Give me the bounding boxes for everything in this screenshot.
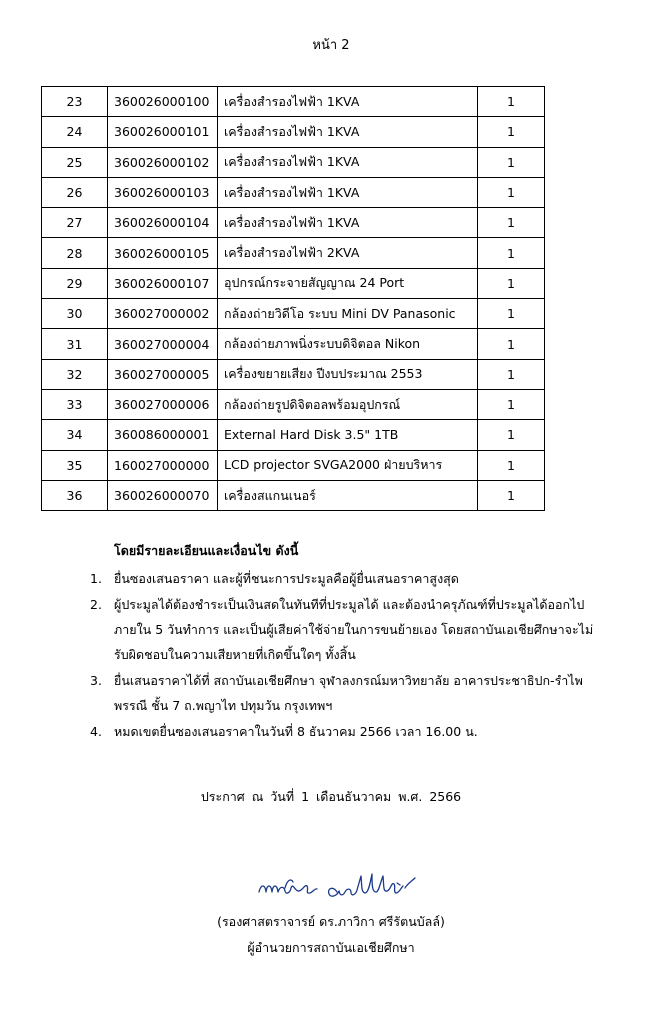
table-row (42, 420, 545, 450)
item-quantity: 1 (478, 480, 545, 510)
item-number: 32 (42, 359, 108, 389)
table-row (42, 147, 545, 177)
condition-text: พรรณี ชั้น 7 ถ.พญาไท ปทุมวัน กรุงเทพฯ (114, 698, 333, 713)
item-description: เครื่องสำรองไฟฟ้า 1KVA (218, 147, 478, 177)
page-number: หน้า 2 (312, 38, 350, 53)
item-number: 34 (42, 420, 108, 450)
item-number: 26 (42, 177, 108, 207)
asset-code: 360027000006 (108, 389, 218, 419)
conditions-section (90, 541, 650, 748)
table-row (42, 177, 545, 207)
condition-number: 4. (90, 724, 102, 739)
table-row (42, 87, 545, 117)
item-quantity: 1 (478, 147, 545, 177)
item-description: เครื่องสำรองไฟฟ้า 1KVA (218, 208, 478, 238)
signer-title: ผู้อำนวยการสถาบันเอเชียศึกษา (247, 940, 415, 955)
announcement-date: ประกาศ ณ วันที่ 1 เดือนธันวาคม พ.ศ. 2566 (200, 789, 462, 804)
item-number: 27 (42, 208, 108, 238)
item-number: 25 (42, 147, 108, 177)
asset-code: 360026000107 (108, 268, 218, 298)
asset-code: 360026000105 (108, 238, 218, 268)
item-description: กล้องถ่ายภาพนิ่งระบบดิจิตอล Nikon (218, 329, 478, 359)
item-quantity: 1 (478, 299, 545, 329)
item-description: เครื่องขยายเสียง ปีงบประมาณ 2553 (218, 359, 478, 389)
table-row (42, 329, 545, 359)
signature-image (255, 866, 465, 912)
asset-code: 360027000004 (108, 329, 218, 359)
conditions-list (90, 569, 650, 742)
condition-text: ภายใน 5 วันทำการ และเป็นผู้เสียค่าใช้จ่ายในการขนย้ายเอง โดยสถาบันเอเชียศึกษาจะไม่ (114, 622, 594, 637)
table-row (42, 389, 545, 419)
item-number: 36 (42, 480, 108, 510)
item-number: 28 (42, 238, 108, 268)
item-description: เครื่องสำรองไฟฟ้า 2KVA (218, 238, 478, 268)
table-row (42, 480, 545, 510)
condition-item (90, 595, 650, 665)
asset-table (41, 86, 545, 511)
asset-code: 360086000001 (108, 420, 218, 450)
item-description: เครื่องสำรองไฟฟ้า 1KVA (218, 87, 478, 117)
table-row (42, 268, 545, 298)
table-row (42, 117, 545, 147)
condition-number: 1. (90, 571, 102, 586)
condition-item (90, 569, 650, 589)
condition-text: ยื่นซองเสนอราคา และผู้ที่ชนะการประมูลคือผู้ยื่นเสนอราคาสูงสุด (114, 571, 459, 586)
condition-text: ผู้ประมูลได้ต้องชำระเป็นเงินสดในทันทีที่ประมูลได้ และต้องนำครุภัณฑ์ที่ประมูลได้ออกไป (114, 597, 585, 612)
item-quantity: 1 (478, 359, 545, 389)
item-quantity: 1 (478, 389, 545, 419)
asset-code: 360026000101 (108, 117, 218, 147)
table-row (42, 359, 545, 389)
item-description: เครื่องสำรองไฟฟ้า 1KVA (218, 117, 478, 147)
condition-text: รับผิดชอบในความเสียหายที่เกิดขึ้นใดๆ ทั้งสิ้น (114, 647, 356, 662)
asset-code: 360026000103 (108, 177, 218, 207)
conditions-title: โดยมีรายละเอียนและเงื่อนไข ดังนี้ (114, 543, 299, 558)
item-number: 35 (42, 450, 108, 480)
item-description: External Hard Disk 3.5" 1TB (218, 420, 478, 450)
item-description: กล้องถ่ายรูปดิจิตอลพร้อมอุปกรณ์ (218, 389, 478, 419)
item-quantity: 1 (478, 268, 545, 298)
condition-item (90, 722, 650, 742)
item-quantity: 1 (478, 420, 545, 450)
item-quantity: 1 (478, 117, 545, 147)
item-number: 30 (42, 299, 108, 329)
item-number: 24 (42, 117, 108, 147)
asset-code: 360027000002 (108, 299, 218, 329)
item-quantity: 1 (478, 450, 545, 480)
table-row (42, 299, 545, 329)
asset-code: 360026000070 (108, 480, 218, 510)
asset-code: 160027000000 (108, 450, 218, 480)
item-description: LCD projector SVGA2000 ฝ่ายบริหาร (218, 450, 478, 480)
condition-text: หมดเขตยื่นซองเสนอราคาในวันที่ 8 ธันวาคม 2566 เวลา 16.00 น. (114, 724, 478, 739)
condition-text: ยื่นเสนอราคาได้ที่ สถาบันเอเชียศึกษา จุฬาลงกรณ์มหาวิทยาลัย อาคารประชาธิปก-รำไพ (114, 673, 583, 688)
condition-number: 3. (90, 673, 102, 688)
item-quantity: 1 (478, 87, 545, 117)
signer-name: (รองศาสตราจารย์ ดร.ภาวิกา ศรีรัตนบัลล์) (217, 914, 445, 929)
item-quantity: 1 (478, 238, 545, 268)
item-number: 23 (42, 87, 108, 117)
item-quantity: 1 (478, 208, 545, 238)
condition-number: 2. (90, 597, 102, 612)
asset-code: 360026000100 (108, 87, 218, 117)
item-description: กล้องถ่ายวิดีโอ ระบบ Mini DV Panasonic (218, 299, 478, 329)
item-quantity: 1 (478, 329, 545, 359)
asset-code: 360026000104 (108, 208, 218, 238)
item-description: เครื่องสำรองไฟฟ้า 1KVA (218, 177, 478, 207)
item-description: อุปกรณ์กระจายสัญญาณ 24 Port (218, 268, 478, 298)
item-description: เครื่องสแกนเนอร์ (218, 480, 478, 510)
condition-item (90, 671, 650, 716)
item-number: 33 (42, 389, 108, 419)
item-quantity: 1 (478, 177, 545, 207)
item-number: 29 (42, 268, 108, 298)
asset-code: 360027000005 (108, 359, 218, 389)
table-row (42, 450, 545, 480)
item-number: 31 (42, 329, 108, 359)
table-row (42, 238, 545, 268)
table-row (42, 208, 545, 238)
asset-code: 360026000102 (108, 147, 218, 177)
